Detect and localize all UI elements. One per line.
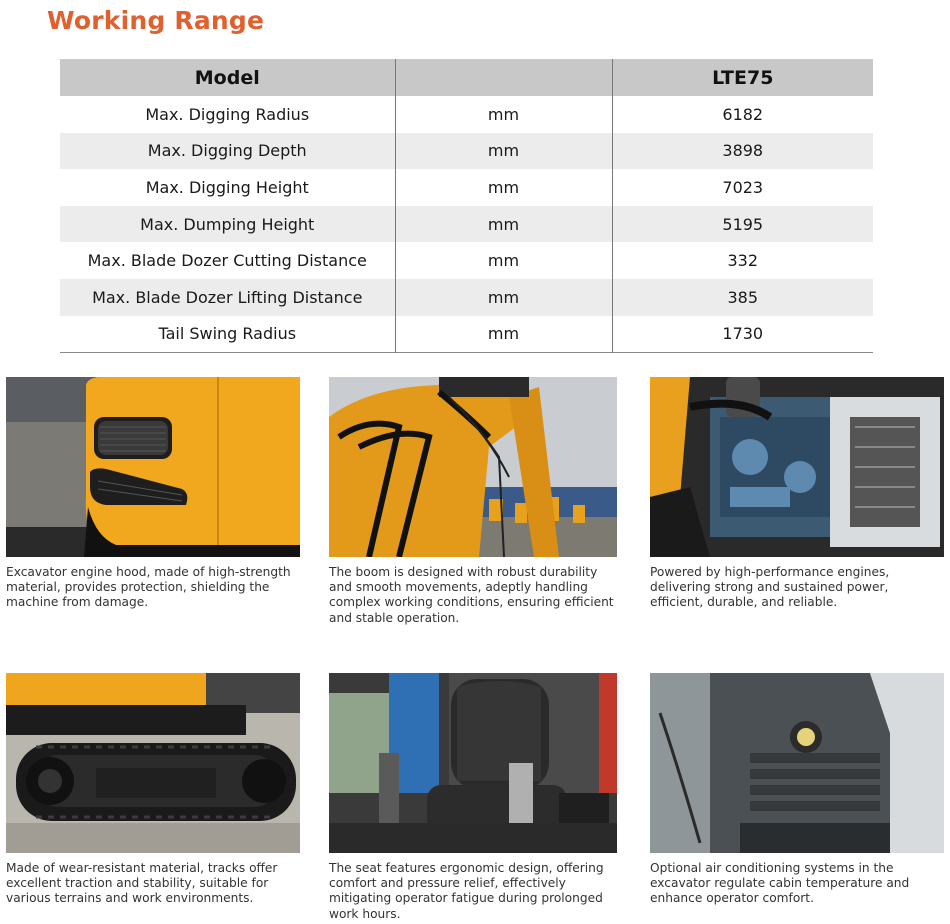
row-label: Max. Digging Height: [145, 177, 309, 197]
table-row: [60, 279, 873, 316]
air-conditioning-caption: Optional air conditioning systems in the excavator regulate cabin temperature and enhance operator comfort.: [650, 861, 910, 906]
feature-card-tracks: [6, 673, 300, 907]
row-label: Max. Digging Radius: [145, 104, 310, 124]
boom-caption: The boom is designed with robust durability and smooth movements, adeptly handling complex working conditions, ensuring efficient and stable operation.: [329, 565, 614, 625]
table-row: [60, 206, 873, 243]
row-label: Tail Swing Radius: [158, 324, 297, 344]
table-row: [60, 133, 873, 170]
tracks-caption: Made of wear-resistant material, tracks offer excellent traction and stability, suitable for various terrains and work environments.: [6, 861, 278, 906]
row-label: Max. Blade Dozer Lifting Distance: [60, 279, 395, 316]
air-conditioning-photo: [650, 673, 944, 853]
feature-card-seat: [329, 673, 617, 922]
table-row: [60, 169, 873, 206]
feature-card-boom: [329, 377, 617, 626]
row-value: 1730: [612, 316, 873, 353]
boom-photo: [329, 377, 617, 557]
engine-caption: Powered by high-performance engines, delivering strong and sustained power, efficient, durable, and reliable.: [650, 565, 890, 610]
engine-hood-caption: Excavator engine hood, made of high-strength material, provides protection, shielding the machine from damage.: [6, 565, 291, 610]
tracks-photo: [6, 673, 300, 853]
row-label: Max. Blade Dozer Cutting Distance: [87, 251, 367, 271]
row-label: Max. Digging Depth: [60, 133, 395, 170]
row-unit: mm: [395, 242, 612, 279]
row-value: 385: [612, 279, 873, 316]
row-unit: mm: [395, 169, 612, 206]
table-row: [60, 316, 873, 353]
row-value: 6182: [612, 96, 873, 133]
spec-table: [60, 59, 873, 353]
seat-photo: [329, 673, 617, 853]
feature-card-engine: [650, 377, 944, 611]
row-unit: mm: [395, 316, 612, 353]
row-unit: mm: [395, 133, 612, 170]
row-unit: mm: [395, 279, 612, 316]
row-unit: mm: [395, 206, 612, 243]
engine-photo: [650, 377, 944, 557]
page-title: Working Range: [47, 6, 265, 35]
row-value: 7023: [612, 169, 873, 206]
header-unit: [395, 59, 612, 96]
table-row: [60, 96, 873, 133]
engine-hood-photo: [6, 377, 300, 557]
header-model: Model: [60, 59, 395, 96]
row-value: 332: [612, 242, 873, 279]
header-model-name: LTE75: [612, 59, 873, 96]
feature-card-air-conditioning: [650, 673, 944, 907]
row-value: 5195: [612, 206, 873, 243]
table-header-row: [60, 59, 873, 96]
row-label: Max. Dumping Height: [60, 206, 395, 243]
feature-card-engine-hood: [6, 377, 300, 611]
row-value: 3898: [612, 133, 873, 170]
seat-caption: The seat features ergonomic design, offering comfort and pressure relief, effectively mitigating operator fatigue during prolonged work hours.: [329, 861, 604, 921]
table-row: [60, 242, 873, 279]
row-unit: mm: [395, 96, 612, 133]
